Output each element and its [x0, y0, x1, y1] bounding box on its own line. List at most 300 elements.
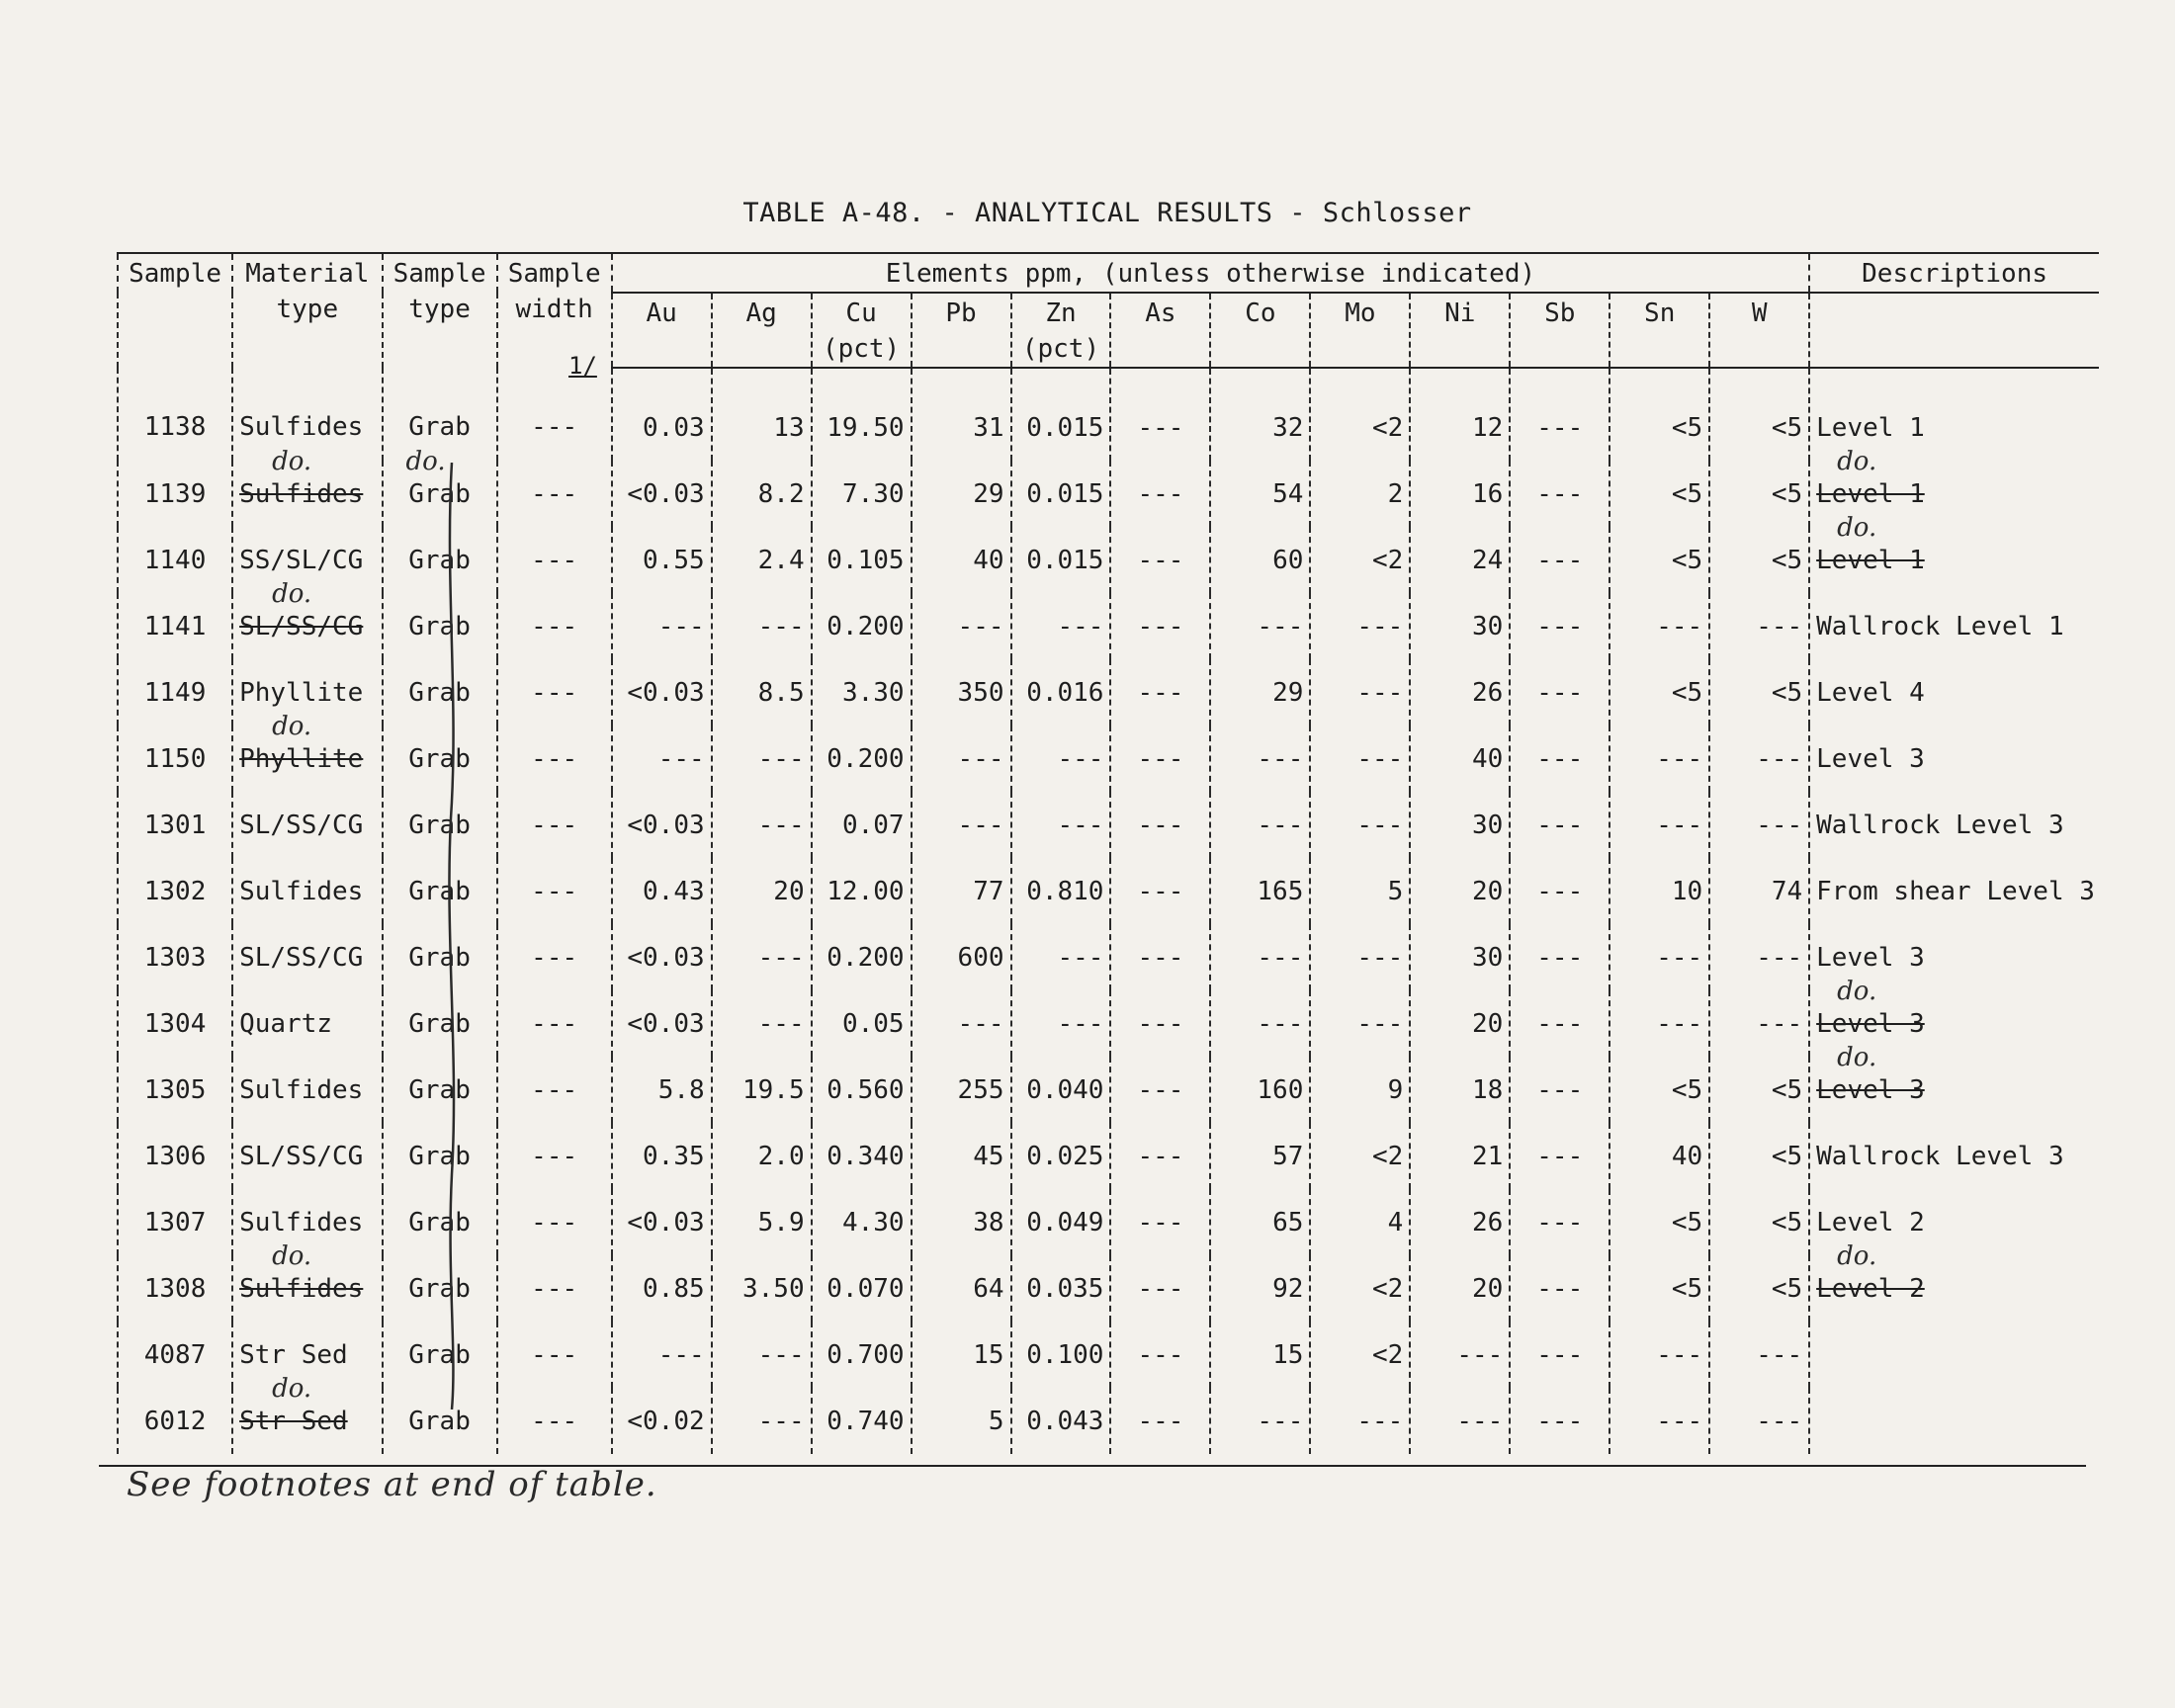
cell-sample-value: 1308: [143, 1273, 207, 1304]
cell-as-value: ---: [1137, 1207, 1184, 1238]
cell-desc-value: Wallrock Level 1: [1816, 611, 2064, 641]
table-row: [118, 1123, 2099, 1189]
cell-sample: [118, 792, 232, 858]
cell-as-value: ---: [1137, 810, 1184, 840]
cell-zn-value: 0.025: [1026, 1141, 1104, 1171]
cell-w-value: ---: [1756, 1406, 1803, 1436]
cell-cu-value: 4.30: [841, 1207, 905, 1238]
cell-w: [1709, 461, 1809, 527]
cell-au: [612, 659, 712, 726]
cell-sn: [1610, 792, 1709, 858]
cell-ag: [712, 924, 812, 990]
cell-w-value: <5: [1771, 545, 1803, 575]
cell-au-value: <0.03: [627, 677, 705, 708]
table-row: [118, 924, 2099, 990]
table-row: [118, 1388, 2099, 1454]
cell-ni: [1410, 461, 1510, 527]
cell-sample-value: 1304: [143, 1008, 207, 1039]
cell-sample: [118, 1189, 232, 1255]
cell-cu-value: 19.50: [826, 412, 905, 443]
cell-ag-value: 3.50: [741, 1273, 805, 1304]
cell-w-value: ---: [1756, 942, 1803, 973]
cell-zn: [1011, 368, 1111, 461]
cell-width-value: ---: [531, 478, 578, 509]
cell-sn-value: <5: [1671, 545, 1703, 575]
cell-cu-value: 3.30: [841, 677, 905, 708]
cell-zn: [1011, 527, 1111, 593]
header-descriptions-blank: [1809, 293, 2099, 368]
cell-width: [497, 527, 612, 593]
cell-sb-value: ---: [1536, 1207, 1584, 1238]
cell-stype-value: Grab: [408, 611, 471, 641]
cell-zn-value: 0.049: [1026, 1207, 1104, 1238]
cell-sample-value: 1149: [143, 677, 207, 708]
cell-au: [612, 726, 712, 792]
cell-co: [1210, 990, 1310, 1057]
cell-w: [1709, 1255, 1809, 1322]
cell-ag: [712, 368, 812, 461]
cell-mo-value: 5: [1387, 876, 1404, 906]
cell-pb: [912, 659, 1011, 726]
cell-cu: [812, 527, 912, 593]
cell-stype: [383, 858, 497, 924]
cell-desc: [1809, 593, 2099, 659]
cell-width-value: ---: [531, 412, 578, 442]
cell-ni: [1410, 1388, 1510, 1454]
cell-material: [232, 1123, 382, 1189]
cell-w: [1709, 858, 1809, 924]
cell-co-value: ---: [1257, 611, 1304, 641]
cell-pb-value: 15: [973, 1339, 1004, 1370]
table-row: [118, 593, 2099, 659]
cell-desc: [1809, 858, 2099, 924]
cell-sb-value: ---: [1536, 545, 1584, 575]
cell-pb: [912, 1123, 1011, 1189]
cell-desc: [1809, 659, 2099, 726]
cell-au-value: <0.03: [627, 1008, 705, 1039]
cell-sn-value: ---: [1656, 810, 1703, 840]
cell-sn: [1610, 461, 1709, 527]
cell-ni: [1410, 1322, 1510, 1388]
cell-sb: [1510, 792, 1610, 858]
cell-sample-value: 1305: [143, 1074, 207, 1105]
cell-au: [612, 1189, 712, 1255]
cell-pb-value: 40: [973, 545, 1004, 575]
cell-as: [1110, 527, 1210, 593]
cell-au-value: ---: [657, 611, 705, 641]
cell-w: [1709, 659, 1809, 726]
cell-sb: [1510, 1057, 1610, 1123]
cell-material: [232, 792, 382, 858]
cell-w: [1709, 726, 1809, 792]
cell-ag-value: 8.5: [757, 677, 805, 708]
cell-desc-value: From shear Level 3: [1816, 876, 2095, 906]
cell-sn: [1610, 1057, 1709, 1123]
cell-mo-value: <2: [1372, 1141, 1404, 1171]
cell-ag-value: ---: [757, 1406, 805, 1436]
cell-pb: [912, 1189, 1011, 1255]
cell-sb: [1510, 1189, 1610, 1255]
cell-ni: [1410, 1123, 1510, 1189]
cell-desc-value: Wallrock Level 3: [1816, 810, 2064, 840]
cell-au: [612, 858, 712, 924]
table-row: [118, 990, 2099, 1057]
cell-sn: [1610, 1322, 1709, 1388]
cell-ag-value: 20: [773, 876, 805, 906]
cell-material-value: Sulfides: [239, 876, 364, 906]
analytical-results-table: [117, 252, 2099, 1454]
cell-zn-value: 0.015: [1026, 478, 1104, 509]
cell-desc-value: Wallrock Level 3: [1816, 1141, 2064, 1171]
cell-as: [1110, 1388, 1210, 1454]
cell-mo-value: ---: [1356, 1008, 1404, 1039]
cell-mo: [1310, 593, 1410, 659]
cell-sn: [1610, 924, 1709, 990]
cell-desc-value: Level 3: [1816, 942, 1925, 973]
cell-stype-value: Grab: [408, 478, 471, 509]
cell-zn-value: ---: [1057, 942, 1104, 973]
cell-width-value: ---: [531, 942, 578, 973]
cell-au-value: ---: [657, 1339, 705, 1370]
cell-zn-value: 0.035: [1026, 1273, 1104, 1304]
cell-sn-value: <5: [1671, 677, 1703, 708]
cell-pb-value: 255: [957, 1074, 1004, 1105]
cell-cu-value: 0.340: [826, 1141, 905, 1171]
cell-sn-value: 40: [1671, 1141, 1703, 1171]
cell-sn-value: <5: [1671, 412, 1703, 443]
handwritten-ditto: do.: [405, 447, 446, 476]
cell-au-value: 0.43: [643, 876, 705, 906]
cell-cu: [812, 1189, 912, 1255]
cell-stype-value: Grab: [408, 1207, 471, 1238]
cell-zn: [1011, 1189, 1111, 1255]
cell-pb-value: ---: [957, 611, 1004, 641]
cell-sn-value: ---: [1656, 1008, 1703, 1039]
cell-pb: [912, 593, 1011, 659]
cell-co: [1210, 461, 1310, 527]
cell-zn: [1011, 858, 1111, 924]
cell-w-value: <5: [1771, 412, 1803, 443]
cell-cu: [812, 659, 912, 726]
cell-mo-value: ---: [1356, 611, 1404, 641]
cell-sample-value: 1140: [143, 545, 207, 575]
cell-desc-value: Level 3: [1816, 1008, 1925, 1039]
cell-zn: [1011, 1322, 1111, 1388]
cell-as: [1110, 368, 1210, 461]
cell-ni-value: 26: [1471, 1207, 1504, 1238]
cell-sample: [118, 593, 232, 659]
cell-zn-value: ---: [1057, 611, 1104, 641]
cell-stype: [383, 792, 497, 858]
cell-sn-value: <5: [1671, 1273, 1703, 1304]
cell-ni: [1410, 527, 1510, 593]
cell-sn: [1610, 858, 1709, 924]
cell-co: [1210, 659, 1310, 726]
cell-ag: [712, 1189, 812, 1255]
cell-mo: [1310, 1322, 1410, 1388]
cell-as: [1110, 726, 1210, 792]
cell-ag-value: 13: [773, 412, 805, 443]
cell-sb-value: ---: [1536, 1406, 1584, 1436]
cell-mo: [1310, 1057, 1410, 1123]
cell-co-value: 92: [1272, 1273, 1304, 1304]
cell-au-value: 0.85: [643, 1273, 705, 1304]
cell-ni: [1410, 1255, 1510, 1322]
cell-ni: [1410, 659, 1510, 726]
table-row: [118, 1255, 2099, 1322]
cell-pb: [912, 1322, 1011, 1388]
cell-ni-value: 12: [1471, 412, 1504, 443]
cell-material-value: SS/SL/CG: [239, 545, 364, 575]
cell-ni-value: 21: [1471, 1141, 1504, 1171]
cell-pb-value: 600: [957, 942, 1004, 973]
table-row: [118, 858, 2099, 924]
cell-ni-value: 20: [1471, 1008, 1504, 1039]
cell-pb: [912, 527, 1011, 593]
cell-sb-value: ---: [1536, 611, 1584, 641]
cell-cu: [812, 368, 912, 461]
cell-desc-value: Level 3: [1816, 1074, 1925, 1105]
cell-desc-value: Level 4: [1816, 677, 1925, 708]
cell-width: [497, 659, 612, 726]
handwritten-ditto: do.: [1837, 1241, 1877, 1271]
handwritten-ditto: do.: [1837, 1043, 1877, 1072]
cell-pb-value: 38: [973, 1207, 1004, 1238]
cell-mo-value: ---: [1356, 743, 1404, 774]
header-sb: Sb: [1510, 293, 1610, 368]
cell-sb: [1510, 527, 1610, 593]
cell-au-value: <0.02: [627, 1406, 705, 1436]
cell-stype-value: Grab: [408, 1406, 471, 1436]
cell-ag-value: 2.0: [757, 1141, 805, 1171]
results-body: [118, 368, 2099, 1454]
cell-desc: [1809, 1123, 2099, 1189]
cell-stype: [383, 1322, 497, 1388]
cell-sb-value: ---: [1536, 677, 1584, 708]
cell-co-value: 65: [1272, 1207, 1304, 1238]
cell-ni-value: 20: [1471, 1273, 1504, 1304]
cell-material: [232, 858, 382, 924]
header-elements: Elements ppm, (unless otherwise indicated): [612, 253, 1809, 293]
cell-sn: [1610, 726, 1709, 792]
cell-stype: [383, 1123, 497, 1189]
cell-co: [1210, 924, 1310, 990]
cell-co-value: ---: [1257, 1406, 1304, 1436]
cell-cu: [812, 858, 912, 924]
cell-au-value: 0.35: [643, 1141, 705, 1171]
header-pb: Pb: [912, 293, 1011, 368]
cell-mo: [1310, 659, 1410, 726]
cell-au: [612, 1255, 712, 1322]
cell-stype: [383, 1255, 497, 1322]
cell-as: [1110, 1057, 1210, 1123]
cell-width-value: ---: [531, 1141, 578, 1171]
cell-co: [1210, 527, 1310, 593]
cell-ag: [712, 726, 812, 792]
cell-ag: [712, 659, 812, 726]
cell-as: [1110, 1255, 1210, 1322]
cell-sample: [118, 1057, 232, 1123]
handwritten-ditto: do.: [1837, 513, 1877, 543]
cell-stype: [383, 1388, 497, 1454]
cell-ag-value: ---: [757, 611, 805, 641]
cell-sample: [118, 461, 232, 527]
cell-w-value: <5: [1771, 677, 1803, 708]
cell-desc: [1809, 792, 2099, 858]
cell-material-value: Quartz: [239, 1008, 333, 1039]
cell-ag: [712, 1322, 812, 1388]
cell-au-value: <0.03: [627, 1207, 705, 1238]
cell-sb: [1510, 924, 1610, 990]
cell-pb: [912, 1388, 1011, 1454]
cell-w: [1709, 1123, 1809, 1189]
cell-cu: [812, 990, 912, 1057]
handwritten-ditto: do.: [1837, 447, 1877, 476]
cell-co-value: ---: [1257, 1008, 1304, 1039]
cell-cu-value: 12.00: [826, 876, 905, 906]
cell-pb: [912, 726, 1011, 792]
cell-zn: [1011, 1057, 1111, 1123]
cell-width-value: ---: [531, 1339, 578, 1370]
cell-zn: [1011, 659, 1111, 726]
cell-ni-value: ---: [1456, 1406, 1504, 1436]
cell-desc-value: Level 1: [1816, 478, 1925, 509]
cell-stype-value: Grab: [408, 1273, 471, 1304]
cell-mo-value: 2: [1387, 478, 1404, 509]
cell-stype-value: Grab: [408, 810, 471, 840]
cell-as-value: ---: [1137, 1008, 1184, 1039]
cell-mo-value: 9: [1387, 1074, 1404, 1105]
header-mo: Mo: [1310, 293, 1410, 368]
cell-sample: [118, 924, 232, 990]
cell-mo: [1310, 990, 1410, 1057]
cell-zn: [1011, 593, 1111, 659]
cell-stype: [383, 593, 497, 659]
cell-co: [1210, 858, 1310, 924]
cell-ag-value: ---: [757, 942, 805, 973]
cell-sb: [1510, 659, 1610, 726]
cell-ni: [1410, 990, 1510, 1057]
cell-width: [497, 593, 612, 659]
cell-width: [497, 1255, 612, 1322]
header-au: Au: [612, 293, 712, 368]
cell-co-value: 32: [1272, 412, 1304, 443]
table-row: [118, 726, 2099, 792]
cell-sample: [118, 726, 232, 792]
cell-cu: [812, 726, 912, 792]
cell-desc-value: Level 2: [1816, 1207, 1925, 1238]
cell-cu-value: 0.200: [826, 942, 905, 973]
footnote-reference: 1/: [568, 352, 597, 380]
cell-sample-value: 1307: [143, 1207, 207, 1238]
cell-co-value: 60: [1272, 545, 1304, 575]
handwritten-ditto: do.: [272, 447, 312, 476]
cell-as: [1110, 1123, 1210, 1189]
cell-w: [1709, 990, 1809, 1057]
cell-sn: [1610, 368, 1709, 461]
cell-sn: [1610, 659, 1709, 726]
cell-sample: [118, 990, 232, 1057]
cell-co-value: 165: [1257, 876, 1304, 906]
cell-sb-value: ---: [1536, 1273, 1584, 1304]
cell-sample-value: 1138: [143, 412, 207, 442]
cell-zn: [1011, 990, 1111, 1057]
cell-mo: [1310, 1255, 1410, 1322]
cell-as-value: ---: [1137, 478, 1184, 509]
header-as: As: [1110, 293, 1210, 368]
cell-zn-value: 0.100: [1026, 1339, 1104, 1370]
cell-w-value: ---: [1756, 1339, 1803, 1370]
cell-au-value: 0.55: [643, 545, 705, 575]
cell-au: [612, 1322, 712, 1388]
cell-mo: [1310, 792, 1410, 858]
cell-au: [612, 461, 712, 527]
cell-zn: [1011, 461, 1111, 527]
cell-as-value: ---: [1137, 942, 1184, 973]
cell-au-value: 5.8: [657, 1074, 705, 1105]
cell-pb: [912, 1255, 1011, 1322]
cell-sample: [118, 527, 232, 593]
cell-au-value: <0.03: [627, 478, 705, 509]
cell-sb-value: ---: [1536, 1141, 1584, 1171]
cell-cu: [812, 461, 912, 527]
cell-pb-value: 31: [973, 412, 1004, 443]
cell-ni: [1410, 368, 1510, 461]
cell-material: [232, 990, 382, 1057]
cell-mo: [1310, 1189, 1410, 1255]
cell-cu-value: 0.200: [826, 611, 905, 641]
cell-cu-value: 0.05: [841, 1008, 905, 1039]
cell-sb-value: ---: [1536, 1339, 1584, 1370]
cell-sn-value: <5: [1671, 478, 1703, 509]
cell-mo-value: 4: [1387, 1207, 1404, 1238]
cell-desc: [1809, 1388, 2099, 1454]
cell-cu: [812, 1388, 912, 1454]
cell-sb-value: ---: [1536, 810, 1584, 840]
cell-width: [497, 858, 612, 924]
cell-mo: [1310, 368, 1410, 461]
cell-desc-value: Level 2: [1816, 1273, 1925, 1304]
cell-sb: [1510, 1388, 1610, 1454]
cell-w: [1709, 1388, 1809, 1454]
cell-ag-value: 2.4: [757, 545, 805, 575]
handwritten-ditto: do.: [272, 1241, 312, 1271]
cell-as-value: ---: [1137, 545, 1184, 575]
cell-au: [612, 924, 712, 990]
cell-width: [497, 1123, 612, 1189]
cell-zn-value: 0.040: [1026, 1074, 1104, 1105]
cell-pb-value: ---: [957, 1008, 1004, 1039]
cell-zn-value: ---: [1057, 1008, 1104, 1039]
cell-cu-value: 0.105: [826, 545, 905, 575]
cell-cu: [812, 1322, 912, 1388]
cell-sample: [118, 1123, 232, 1189]
cell-sample-value: 1306: [143, 1141, 207, 1171]
cell-pb: [912, 461, 1011, 527]
cell-ni-value: 40: [1471, 743, 1504, 774]
cell-as: [1110, 1189, 1210, 1255]
cell-pb: [912, 990, 1011, 1057]
cell-material-value: Sulfides: [239, 478, 364, 509]
cell-au-value: ---: [657, 743, 705, 774]
cell-stype-value: Grab: [408, 1008, 471, 1039]
cell-ni: [1410, 858, 1510, 924]
cell-ni-value: 26: [1471, 677, 1504, 708]
cell-stype: [383, 990, 497, 1057]
cell-sb: [1510, 593, 1610, 659]
cell-w: [1709, 1189, 1809, 1255]
cell-w-value: 74: [1771, 876, 1803, 906]
